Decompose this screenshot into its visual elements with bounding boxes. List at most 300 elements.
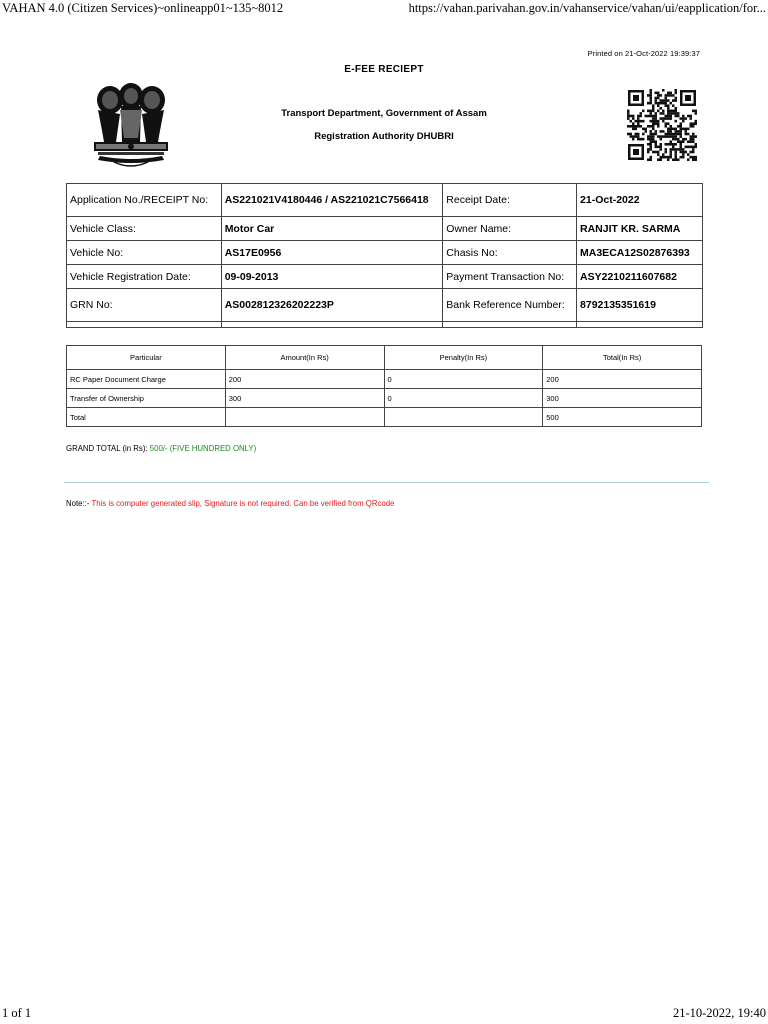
qr-module [640,125,643,128]
qr-module [665,133,668,136]
qr-module [667,117,670,120]
qr-module [652,138,655,141]
vehicle-class-value: Motor Car [221,217,443,241]
qr-module [682,148,685,151]
qr-module [682,151,685,154]
qr-module [660,148,663,151]
qr-module [675,107,678,110]
qr-module [627,115,630,118]
qr-module [685,151,688,154]
table-row [67,184,703,217]
qr-module [695,122,698,125]
qr-module [670,128,673,131]
qr-module [650,130,653,133]
qr-module [692,148,695,151]
qr-module [662,135,665,138]
qr-module [695,143,698,146]
qr-module [640,120,643,123]
note-text: This is computer generated slip, Signature is not required. Can be verified from QRcode [91,499,395,508]
payment-transaction-label: Payment Transaction No: [443,265,577,289]
qr-module [685,117,688,120]
receipt-title: E-FEE RECIEPT [344,64,424,75]
qr-module [667,92,670,95]
qr-module [695,110,698,113]
vehicle-no-label: Vehicle No: [67,241,222,265]
qr-module [657,135,660,138]
qr-module [655,102,658,105]
qr-module [670,148,673,151]
qr-module [692,151,695,154]
qr-module [677,140,680,143]
qr-module [670,133,673,136]
qr-module [670,112,673,115]
qr-module [672,133,675,136]
table-row [67,370,702,389]
registration-date-value: 09-09-2013 [221,265,443,289]
qr-module [692,146,695,149]
empty-cell [67,322,222,328]
qr-module [665,102,668,105]
qr-module [675,133,678,136]
qr-module [655,99,658,102]
qr-module [655,97,658,100]
qr-module [662,120,665,123]
qr-module [657,97,660,100]
qr-module [680,117,683,120]
qr-module [675,156,678,159]
qr-module [650,97,653,100]
column-header-penalty: Penalty(In Rs) [384,346,543,370]
qr-module [695,156,698,159]
application-no-value: AS221021V4180446 / AS221021C7566418 [221,184,443,217]
qr-module [662,117,665,120]
qr-module [627,125,630,128]
qr-module [657,102,660,105]
qr-module [670,125,673,128]
qr-module [682,117,685,120]
qr-module [630,133,633,136]
qr-module [695,146,698,149]
qr-module [682,128,685,131]
column-header-amount: Amount(In Rs) [225,346,384,370]
qr-module [685,133,688,136]
qr-module [632,117,635,120]
qr-module [660,107,663,110]
qr-module [695,135,698,138]
qr-module [665,122,668,125]
qr-module [690,125,693,128]
qr-module [657,92,660,95]
qr-module [660,158,663,161]
vehicle-no-value: AS17E0956 [221,241,443,265]
qr-module [680,133,683,136]
qr-module [647,143,650,146]
qr-module [672,143,675,146]
qr-module [680,143,683,146]
qr-module [652,122,655,125]
qr-module [642,128,645,131]
qr-module [630,125,633,128]
qr-module [687,140,690,143]
qr-module [637,135,640,138]
qr-module [650,143,653,146]
qr-module [667,115,670,118]
qr-module [667,99,670,102]
qr-module [650,92,653,95]
qr-module [655,146,658,149]
qr-module [670,130,673,133]
qr-module [652,128,655,131]
qr-module [650,138,653,141]
owner-name-label: Owner Name: [443,217,577,241]
qr-module [647,138,650,141]
qr-module [692,133,695,136]
qr-module [675,99,678,102]
qr-module [675,97,678,100]
total-cell: 500 [543,408,702,427]
qr-module [665,151,668,154]
qr-module [670,94,673,97]
qr-module [630,115,633,118]
qr-module [667,133,670,136]
qr-module [670,117,673,120]
qr-module [692,158,695,161]
qr-module [667,156,670,159]
qr-module [690,140,693,143]
receipt-date-label: Receipt Date: [443,184,577,217]
qr-module [635,120,638,123]
qr-module [677,112,680,115]
receipt-date-value: 21-Oct-2022 [577,184,703,217]
qr-module [682,156,685,159]
registration-authority: Registration Authority DHUBRI [314,131,454,142]
qr-module [660,94,663,97]
qr-module [627,112,630,115]
qr-module [680,130,683,133]
bank-reference-value: 8792135351619 [577,289,703,322]
qr-module [687,146,690,149]
qr-module [665,156,668,159]
qr-module [672,128,675,131]
qr-module [637,120,640,123]
qr-module [685,130,688,133]
qr-module [690,146,693,149]
qr-module [695,112,698,115]
qr-module [680,156,683,159]
grand-total-label: GRAND TOTAL (in Rs): [66,444,150,453]
qr-module [637,138,640,141]
qr-module [630,135,633,138]
qr-module [637,125,640,128]
qr-module [667,135,670,138]
chasis-no-value: MA3ECA12S02876393 [577,241,703,265]
qr-module [650,146,653,149]
qr-module [672,104,675,107]
qr-module [670,102,673,105]
qr-module [652,104,655,107]
penalty-cell: 0 [384,370,543,389]
amount-cell: 200 [225,370,384,389]
table-header-row [67,346,702,370]
qr-module [695,158,698,161]
qr-module [687,153,690,156]
qr-module [675,143,678,146]
table-row [67,289,703,322]
qr-module [662,110,665,113]
qr-module [657,122,660,125]
qr-module [690,117,693,120]
qr-module [665,94,668,97]
qr-module [647,102,650,105]
qr-module [665,117,668,120]
qr-module [675,135,678,138]
qr-module [665,104,668,107]
qr-module [645,115,648,118]
qr-module [675,158,678,161]
qr-module [672,94,675,97]
qr-module [672,148,675,151]
qr-module [662,99,665,102]
qr-module [660,102,663,105]
qr-module [660,146,663,149]
qr-module [645,130,648,133]
qr-module [662,130,665,133]
qr-module [672,158,675,161]
qr-module [675,92,678,95]
qr-module [647,110,650,113]
qr-module [650,115,653,118]
qr-module [637,115,640,118]
note [66,499,394,508]
qr-module [657,151,660,154]
qr-module [682,120,685,123]
qr-module [675,128,678,131]
qr-module [675,138,678,141]
qr-module [650,148,653,151]
qr-module [652,140,655,143]
table-row [67,241,703,265]
payment-transaction-value: ASY2210211607682 [577,265,703,289]
qr-module [660,112,663,115]
qr-module [677,125,680,128]
qr-module [650,110,653,113]
qr-module [655,115,658,118]
qr-module [650,102,653,105]
qr-module [657,125,660,128]
qr-module [660,99,663,102]
department-name: Transport Department, Government of Assam [281,108,487,119]
qr-module [682,138,685,141]
qr-module [660,138,663,141]
qr-module [657,110,660,113]
qr-module [665,143,668,146]
page-count: 1 of 1 [2,1006,32,1020]
qr-module [675,151,678,154]
printed-datetime: 21-10-2022, 19:40 [672,1006,766,1020]
qr-module [627,110,630,113]
qr-module [675,130,678,133]
bank-reference-label: Bank Reference Number: [443,289,577,322]
qr-module [650,89,653,92]
empty-cell [221,322,443,328]
qr-module [637,122,640,125]
qr-module [692,135,695,138]
grand-total-value: 500/- (FIVE HUNDRED ONLY) [149,444,257,453]
national-emblem-icon [84,80,178,172]
qr-module [682,140,685,143]
qr-module [655,143,658,146]
qr-module [690,156,693,159]
qr-module [660,156,663,159]
qr-module [670,92,673,95]
qr-module [647,158,650,161]
qr-module [685,146,688,149]
note-label: Note::- [66,499,92,508]
qr-module [677,148,680,151]
qr-module [672,135,675,138]
qr-module [695,120,698,123]
qr-module [655,133,658,136]
qr-module [685,138,688,141]
qr-module [690,115,693,118]
qr-module [675,120,678,123]
qr-module [630,120,633,123]
qr-module [635,135,638,138]
qr-module [632,138,635,141]
qr-module [667,122,670,125]
qr-module [667,143,670,146]
qr-module [687,158,690,161]
qr-module [692,156,695,159]
qr-module [650,99,653,102]
qr-module [670,153,673,156]
qr-module [682,115,685,118]
qr-module [675,89,678,92]
qr-module [642,120,645,123]
qr-module [667,112,670,115]
table-row [67,322,703,328]
qr-module [662,156,665,159]
qr-module [650,140,653,143]
qr-module [650,158,653,161]
qr-module [670,151,673,154]
qr-module [652,107,655,110]
qr-module [690,135,693,138]
qr-module [650,94,653,97]
qr-module [687,133,690,136]
qr-module [680,146,683,149]
qr-module [642,133,645,136]
qr-module [672,138,675,141]
qr-module [640,112,643,115]
qr-module [650,120,653,123]
qr-module [692,110,695,113]
divider [64,482,709,483]
grn-no-value: AS002812326202223P [221,289,443,322]
qr-module [657,158,660,161]
qr-module [672,99,675,102]
qr-module [667,130,670,133]
qr-code-icon [627,89,697,161]
column-header-total: Total(In Rs) [543,346,702,370]
qr-module [677,115,680,118]
vehicle-details-table [66,183,703,328]
qr-module [682,153,685,156]
table-row [67,217,703,241]
qr-module [687,128,690,131]
qr-module [665,115,668,118]
qr-module [655,112,658,115]
registration-date-label: Vehicle Registration Date: [67,265,222,289]
qr-module [655,140,658,143]
qr-module [660,143,663,146]
fee-breakdown-table [66,345,702,427]
qr-module [637,117,640,120]
qr-module [647,148,650,151]
qr-module [692,140,695,143]
qr-module [632,128,635,131]
qr-module [640,138,643,141]
total-cell: 200 [543,370,702,389]
qr-module [672,112,675,115]
vehicle-class-label: Vehicle Class: [67,217,222,241]
qr-module [667,110,670,113]
qr-module [657,146,660,149]
qr-module [665,125,668,128]
qr-module [677,138,680,141]
qr-module [652,110,655,113]
qr-module [675,115,678,118]
qr-module [690,122,693,125]
qr-module [662,102,665,105]
empty-cell [443,322,577,328]
qr-module [627,117,630,120]
qr-module [675,148,678,151]
qr-module [640,115,643,118]
qr-module [655,151,658,154]
qr-module [660,130,663,133]
qr-module [632,125,635,128]
qr-module [687,115,690,118]
qr-module [677,130,680,133]
qr-module [657,120,660,123]
page-url: https://vahan.parivahan.gov.in/vahanservice/vahan/ui/eapplication/for... [408,1,766,15]
qr-module [680,140,683,143]
qr-module [655,122,658,125]
qr-module [662,89,665,92]
qr-module [667,158,670,161]
qr-module [655,120,658,123]
qr-module [657,104,660,107]
qr-module [677,158,680,161]
qr-module [647,94,650,97]
qr-module [632,122,635,125]
qr-module [650,156,653,159]
page-title: VAHAN 4.0 (Citizen Services)~onlineapp01~135~8012 [2,1,284,15]
qr-module [657,153,660,156]
qr-module [675,112,678,115]
qr-module [655,130,658,133]
qr-module [635,128,638,131]
amount-cell: 300 [225,389,384,408]
qr-module [647,115,650,118]
qr-module [652,117,655,120]
qr-module [675,110,678,113]
qr-module [670,140,673,143]
qr-module [670,115,673,118]
qr-module [667,107,670,110]
qr-module [642,138,645,141]
